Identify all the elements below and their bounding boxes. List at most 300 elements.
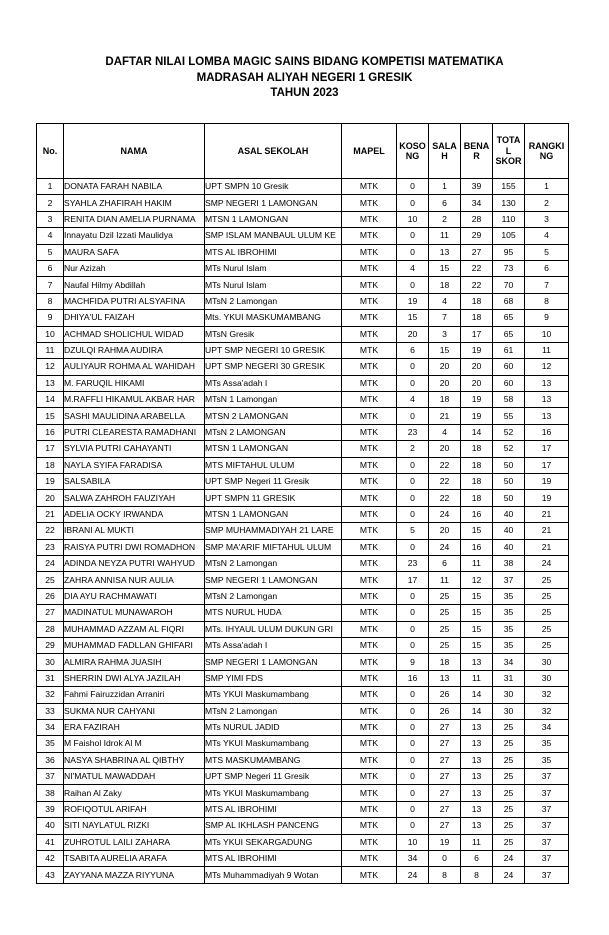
cell-total-skor: 35: [493, 588, 525, 604]
cell-asal-sekolah: MTs. IHYAUL ULUM DUKUN GRI: [205, 621, 342, 637]
cell-salah: 27: [429, 719, 461, 735]
cell-salah: 24: [429, 506, 461, 522]
cell-kosong: 23: [397, 555, 429, 571]
cell-nama: ADINDA NEYZA PUTRI WAHYUD: [64, 555, 205, 571]
cell-rangking: 30: [525, 654, 569, 670]
cell-kosong: 0: [397, 719, 429, 735]
cell-salah: 20: [429, 441, 461, 457]
table-row: [37, 392, 569, 408]
cell-kosong: 15: [397, 310, 429, 326]
cell-kosong: 0: [397, 359, 429, 375]
title-line-2: MADRASAH ALIYAH NEGERI 1 GRESIK: [196, 71, 413, 84]
cell-salah: 11: [429, 572, 461, 588]
cell-rangking: 10: [525, 326, 569, 342]
cell-benar: 22: [461, 277, 493, 293]
cell-no: 33: [37, 703, 64, 719]
cell-total-skor: 50: [493, 457, 525, 473]
cell-mapel: MTK: [342, 539, 397, 555]
cell-asal-sekolah: SMP AL IKHLASH PANCENG: [205, 818, 342, 834]
cell-mapel: MTK: [342, 670, 397, 686]
cell-asal-sekolah: MTsN 2 Lamongan: [205, 293, 342, 309]
cell-asal-sekolah: MTs YKUI Maskumambang: [205, 687, 342, 703]
cell-rangking: 37: [525, 834, 569, 850]
cell-total-skor: 30: [493, 687, 525, 703]
cell-salah: 25: [429, 621, 461, 637]
cell-no: 25: [37, 572, 64, 588]
cell-no: 37: [37, 769, 64, 785]
cell-nama: Nur Azizah: [64, 260, 205, 276]
cell-total-skor: 65: [493, 326, 525, 342]
cell-rangking: 35: [525, 752, 569, 768]
table-row: [37, 605, 569, 621]
cell-no: 26: [37, 588, 64, 604]
cell-no: 27: [37, 605, 64, 621]
cell-salah: 6: [429, 555, 461, 571]
table-row: [37, 260, 569, 276]
cell-mapel: MTK: [342, 703, 397, 719]
cell-mapel: MTK: [342, 506, 397, 522]
cell-nama: SUKMA NUR CAHYANI: [64, 703, 205, 719]
cell-rangking: 3: [525, 211, 569, 227]
cell-nama: Naufal Hilmy Abdillah: [64, 277, 205, 293]
cell-kosong: 0: [397, 687, 429, 703]
cell-rangking: 16: [525, 424, 569, 440]
cell-no: 9: [37, 310, 64, 326]
cell-nama: Innayatu Dzil Izzati Maulidya: [64, 228, 205, 244]
cell-nama: MUHAMMAD FADLLAN GHIFARI: [64, 637, 205, 653]
cell-nama: SASHI MAULIDINA ARABELLA: [64, 408, 205, 424]
cell-total-skor: 40: [493, 523, 525, 539]
cell-rangking: 32: [525, 703, 569, 719]
cell-total-skor: 73: [493, 260, 525, 276]
cell-total-skor: 25: [493, 736, 525, 752]
cell-asal-sekolah: MTS MIFTAHUL ULUM: [205, 457, 342, 473]
table-row: [37, 818, 569, 834]
cell-no: 42: [37, 851, 64, 867]
cell-benar: 18: [461, 474, 493, 490]
cell-mapel: MTK: [342, 719, 397, 735]
cell-nama: ZUHROTUL LAILI ZAHARA: [64, 834, 205, 850]
table-row: [37, 654, 569, 670]
cell-mapel: MTK: [342, 637, 397, 653]
cell-mapel: MTK: [342, 392, 397, 408]
cell-asal-sekolah: UPT SMP Negeri 11 Gresik: [205, 474, 342, 490]
cell-mapel: MTK: [342, 228, 397, 244]
cell-rangking: 32: [525, 687, 569, 703]
header-total-skor: TOTA L SKOR: [493, 124, 525, 179]
cell-kosong: 2: [397, 441, 429, 457]
table-row: [37, 293, 569, 309]
cell-nama: M Faishol Idrok Al M: [64, 736, 205, 752]
cell-mapel: MTK: [342, 342, 397, 358]
cell-no: 20: [37, 490, 64, 506]
cell-salah: 21: [429, 408, 461, 424]
cell-mapel: MTK: [342, 293, 397, 309]
cell-mapel: MTK: [342, 555, 397, 571]
cell-nama: SALWA ZAHROH FAUZIYAH: [64, 490, 205, 506]
cell-no: 41: [37, 834, 64, 850]
cell-kosong: 0: [397, 228, 429, 244]
cell-salah: 25: [429, 637, 461, 653]
table-row: [37, 621, 569, 637]
cell-rangking: 37: [525, 785, 569, 801]
table-row: [37, 441, 569, 457]
cell-mapel: MTK: [342, 752, 397, 768]
cell-salah: 27: [429, 801, 461, 817]
cell-benar: 11: [461, 670, 493, 686]
cell-asal-sekolah: MTsN 2 Lamongan: [205, 703, 342, 719]
cell-mapel: MTK: [342, 605, 397, 621]
cell-total-skor: 60: [493, 359, 525, 375]
cell-total-skor: 155: [493, 179, 525, 195]
cell-salah: 27: [429, 769, 461, 785]
cell-kosong: 23: [397, 424, 429, 440]
cell-total-skor: 130: [493, 195, 525, 211]
cell-salah: 13: [429, 670, 461, 686]
cell-salah: 25: [429, 605, 461, 621]
cell-nama: PUTRI CLEARESTA RAMADHANI: [64, 424, 205, 440]
cell-mapel: MTK: [342, 851, 397, 867]
cell-benar: 19: [461, 342, 493, 358]
cell-rangking: 30: [525, 670, 569, 686]
cell-benar: 14: [461, 703, 493, 719]
cell-kosong: 0: [397, 736, 429, 752]
table-row: [37, 277, 569, 293]
cell-total-skor: 110: [493, 211, 525, 227]
cell-total-skor: 50: [493, 490, 525, 506]
cell-salah: 27: [429, 785, 461, 801]
cell-benar: 20: [461, 359, 493, 375]
cell-rangking: 35: [525, 736, 569, 752]
cell-nama: NAYLA SYIFA FARADISA: [64, 457, 205, 473]
cell-nama: M.RAFFLI HIKAMUL AKBAR HAR: [64, 392, 205, 408]
cell-no: 17: [37, 441, 64, 457]
cell-asal-sekolah: MTs Assa'adah I: [205, 637, 342, 653]
table-row: [37, 736, 569, 752]
cell-asal-sekolah: UPT SMP NEGERI 10 GRESIK: [205, 342, 342, 358]
cell-total-skor: 24: [493, 851, 525, 867]
cell-mapel: MTK: [342, 441, 397, 457]
cell-mapel: MTK: [342, 375, 397, 391]
cell-salah: 15: [429, 342, 461, 358]
cell-mapel: MTK: [342, 621, 397, 637]
table-row: [37, 588, 569, 604]
cell-no: 28: [37, 621, 64, 637]
cell-rangking: 19: [525, 490, 569, 506]
cell-asal-sekolah: MTS AL IBROHIMI: [205, 801, 342, 817]
cell-rangking: 24: [525, 555, 569, 571]
cell-benar: 13: [461, 752, 493, 768]
cell-rangking: 25: [525, 621, 569, 637]
cell-no: 6: [37, 260, 64, 276]
cell-rangking: 17: [525, 457, 569, 473]
cell-no: 5: [37, 244, 64, 260]
cell-benar: 13: [461, 654, 493, 670]
cell-asal-sekolah: MTs NURUL JADID: [205, 719, 342, 735]
cell-rangking: 25: [525, 588, 569, 604]
cell-kosong: 9: [397, 654, 429, 670]
cell-asal-sekolah: SMP NEGERI 1 LAMONGAN: [205, 195, 342, 211]
cell-no: 14: [37, 392, 64, 408]
table-row: [37, 851, 569, 867]
cell-rangking: 13: [525, 392, 569, 408]
cell-rangking: 21: [525, 523, 569, 539]
table-row: [37, 375, 569, 391]
cell-salah: 20: [429, 359, 461, 375]
cell-no: 3: [37, 211, 64, 227]
cell-benar: 15: [461, 621, 493, 637]
cell-mapel: MTK: [342, 474, 397, 490]
cell-kosong: 0: [397, 785, 429, 801]
cell-no: 38: [37, 785, 64, 801]
cell-total-skor: 105: [493, 228, 525, 244]
cell-total-skor: 95: [493, 244, 525, 260]
table-row: [37, 670, 569, 686]
document-title: [0, 55, 609, 102]
cell-salah: 20: [429, 375, 461, 391]
cell-rangking: 4: [525, 228, 569, 244]
cell-no: 31: [37, 670, 64, 686]
cell-total-skor: 38: [493, 555, 525, 571]
cell-benar: 13: [461, 769, 493, 785]
table-row: [37, 769, 569, 785]
cell-asal-sekolah: MTs YKUI Maskumambang: [205, 736, 342, 752]
cell-no: 12: [37, 359, 64, 375]
cell-asal-sekolah: MTsN Gresik: [205, 326, 342, 342]
cell-nama: ALMIRA RAHMA JUASIH: [64, 654, 205, 670]
cell-asal-sekolah: SMP YIMI FDS: [205, 670, 342, 686]
cell-total-skor: 61: [493, 342, 525, 358]
cell-salah: 25: [429, 588, 461, 604]
cell-total-skor: 70: [493, 277, 525, 293]
cell-mapel: MTK: [342, 523, 397, 539]
table-row: [37, 572, 569, 588]
cell-nama: ROFIQOTUL ARIFAH: [64, 801, 205, 817]
cell-benar: 18: [461, 310, 493, 326]
cell-no: 15: [37, 408, 64, 424]
table-row: [37, 228, 569, 244]
cell-salah: 20: [429, 523, 461, 539]
table-row: [37, 326, 569, 342]
cell-salah: 19: [429, 834, 461, 850]
cell-no: 13: [37, 375, 64, 391]
cell-benar: 14: [461, 687, 493, 703]
table-row: [37, 785, 569, 801]
table-row: [37, 752, 569, 768]
score-table: [36, 123, 569, 884]
cell-benar: 15: [461, 523, 493, 539]
cell-benar: 6: [461, 851, 493, 867]
cell-benar: 16: [461, 506, 493, 522]
cell-benar: 14: [461, 424, 493, 440]
table-row: [37, 801, 569, 817]
table-row: [37, 834, 569, 850]
cell-kosong: 0: [397, 490, 429, 506]
cell-no: 36: [37, 752, 64, 768]
cell-mapel: MTK: [342, 654, 397, 670]
cell-benar: 13: [461, 736, 493, 752]
cell-nama: SHERRIN DWI ALYA JAZILAH: [64, 670, 205, 686]
cell-nama: SYAHLA ZHAFIRAH HAKIM: [64, 195, 205, 211]
cell-rangking: 25: [525, 637, 569, 653]
cell-salah: 26: [429, 703, 461, 719]
cell-total-skor: 25: [493, 719, 525, 735]
table-row: [37, 506, 569, 522]
cell-salah: 2: [429, 211, 461, 227]
cell-kosong: 0: [397, 375, 429, 391]
cell-asal-sekolah: MTs Muhammadiyah 9 Wotan: [205, 867, 342, 883]
cell-salah: 18: [429, 277, 461, 293]
cell-benar: 8: [461, 867, 493, 883]
cell-total-skor: 25: [493, 801, 525, 817]
cell-no: 32: [37, 687, 64, 703]
cell-rangking: 9: [525, 310, 569, 326]
cell-total-skor: 55: [493, 408, 525, 424]
title-line-3: TAHUN 2023: [270, 87, 339, 99]
cell-no: 16: [37, 424, 64, 440]
cell-nama: SALSABILA: [64, 474, 205, 490]
cell-no: 1: [37, 179, 64, 195]
cell-benar: 18: [461, 441, 493, 457]
cell-rangking: 11: [525, 342, 569, 358]
cell-asal-sekolah: UPT SMPN 11 GRESIK: [205, 490, 342, 506]
cell-benar: 28: [461, 211, 493, 227]
cell-salah: 0: [429, 851, 461, 867]
cell-mapel: MTK: [342, 310, 397, 326]
cell-rangking: 25: [525, 605, 569, 621]
cell-benar: 29: [461, 228, 493, 244]
cell-asal-sekolah: MTs Nurul Islam: [205, 260, 342, 276]
cell-rangking: 13: [525, 408, 569, 424]
cell-asal-sekolah: MTS MASKUMAMBANG: [205, 752, 342, 768]
cell-nama: SITI NAYLATUL RIZKI: [64, 818, 205, 834]
cell-nama: ACHMAD SHOLICHUL WIDAD: [64, 326, 205, 342]
cell-mapel: MTK: [342, 195, 397, 211]
cell-salah: 24: [429, 539, 461, 555]
cell-nama: SYLVIA PUTRI CAHAYANTI: [64, 441, 205, 457]
cell-nama: TSABITA AURELIA ARAFA: [64, 851, 205, 867]
cell-no: 34: [37, 719, 64, 735]
cell-no: 23: [37, 539, 64, 555]
cell-nama: NASYA SHABRINA AL QIBTHY: [64, 752, 205, 768]
cell-salah: 26: [429, 687, 461, 703]
header-benar: BENA R: [461, 124, 493, 179]
cell-no: 39: [37, 801, 64, 817]
cell-nama: MACHFIDA PUTRI ALSYAFINA: [64, 293, 205, 309]
cell-nama: ADELIA OCKY IRWANDA: [64, 506, 205, 522]
cell-benar: 39: [461, 179, 493, 195]
table-row: [37, 539, 569, 555]
cell-asal-sekolah: MTsN 1 Lamongan: [205, 392, 342, 408]
cell-no: 29: [37, 637, 64, 653]
cell-kosong: 0: [397, 818, 429, 834]
cell-mapel: MTK: [342, 818, 397, 834]
cell-salah: 27: [429, 736, 461, 752]
header-mapel: MAPEL: [342, 124, 397, 179]
cell-nama: ZAYYANA MAZZA RIYYUNA: [64, 867, 205, 883]
cell-asal-sekolah: MTs YKUI SEKARGADUNG: [205, 834, 342, 850]
cell-total-skor: 25: [493, 818, 525, 834]
cell-kosong: 10: [397, 211, 429, 227]
cell-kosong: 0: [397, 474, 429, 490]
cell-kosong: 0: [397, 457, 429, 473]
cell-mapel: MTK: [342, 244, 397, 260]
cell-asal-sekolah: MTSN 1 LAMONGAN: [205, 211, 342, 227]
cell-kosong: 6: [397, 342, 429, 358]
cell-total-skor: 40: [493, 506, 525, 522]
cell-rangking: 37: [525, 851, 569, 867]
cell-rangking: 37: [525, 769, 569, 785]
cell-kosong: 0: [397, 752, 429, 768]
cell-mapel: MTK: [342, 359, 397, 375]
cell-salah: 1: [429, 179, 461, 195]
cell-no: 8: [37, 293, 64, 309]
header-no: No.: [37, 124, 64, 179]
cell-salah: 6: [429, 195, 461, 211]
cell-salah: 22: [429, 474, 461, 490]
cell-nama: DONATA FARAH NABILA: [64, 179, 205, 195]
cell-asal-sekolah: SMP NEGERI 1 LAMONGAN: [205, 654, 342, 670]
cell-benar: 11: [461, 555, 493, 571]
table-row: [37, 687, 569, 703]
cell-nama: MAURA SAFA: [64, 244, 205, 260]
cell-salah: 18: [429, 654, 461, 670]
table-row: [37, 474, 569, 490]
cell-kosong: 0: [397, 408, 429, 424]
cell-asal-sekolah: MTS NURUL HUDA: [205, 605, 342, 621]
cell-no: 40: [37, 818, 64, 834]
cell-salah: 4: [429, 424, 461, 440]
cell-no: 4: [37, 228, 64, 244]
cell-asal-sekolah: SMP ISLAM MANBAUL ULUM KE: [205, 228, 342, 244]
cell-kosong: 19: [397, 293, 429, 309]
cell-asal-sekolah: MTs Nurul Islam: [205, 277, 342, 293]
cell-no: 10: [37, 326, 64, 342]
cell-asal-sekolah: MTsN 2 LAMONGAN: [205, 424, 342, 440]
cell-rangking: 34: [525, 719, 569, 735]
cell-total-skor: 68: [493, 293, 525, 309]
cell-rangking: 7: [525, 277, 569, 293]
cell-nama: NI'MATUL MAWADDAH: [64, 769, 205, 785]
cell-salah: 3: [429, 326, 461, 342]
cell-salah: 15: [429, 260, 461, 276]
cell-salah: 4: [429, 293, 461, 309]
cell-rangking: 12: [525, 359, 569, 375]
table-row: [37, 523, 569, 539]
cell-rangking: 21: [525, 539, 569, 555]
cell-nama: RENITA DIAN AMELIA PURNAMA: [64, 211, 205, 227]
cell-kosong: 0: [397, 195, 429, 211]
cell-kosong: 0: [397, 588, 429, 604]
cell-nama: DZULQI RAHMA AUDIRA: [64, 342, 205, 358]
cell-benar: 15: [461, 588, 493, 604]
cell-rangking: 5: [525, 244, 569, 260]
cell-kosong: 5: [397, 523, 429, 539]
cell-asal-sekolah: UPT SMPN 10 Gresik: [205, 179, 342, 195]
cell-nama: ZAHRA ANNISA NUR AULIA: [64, 572, 205, 588]
cell-benar: 18: [461, 293, 493, 309]
cell-asal-sekolah: SMP MUHAMMADIYAH 21 LARE: [205, 523, 342, 539]
table-row: [37, 195, 569, 211]
cell-total-skor: 65: [493, 310, 525, 326]
cell-benar: 19: [461, 392, 493, 408]
cell-rangking: 2: [525, 195, 569, 211]
table-row: [37, 179, 569, 195]
cell-nama: RAISYA PUTRI DWI ROMADHON: [64, 539, 205, 555]
cell-mapel: MTK: [342, 457, 397, 473]
cell-asal-sekolah: MTSN 2 LAMONGAN: [205, 408, 342, 424]
cell-salah: 13: [429, 244, 461, 260]
